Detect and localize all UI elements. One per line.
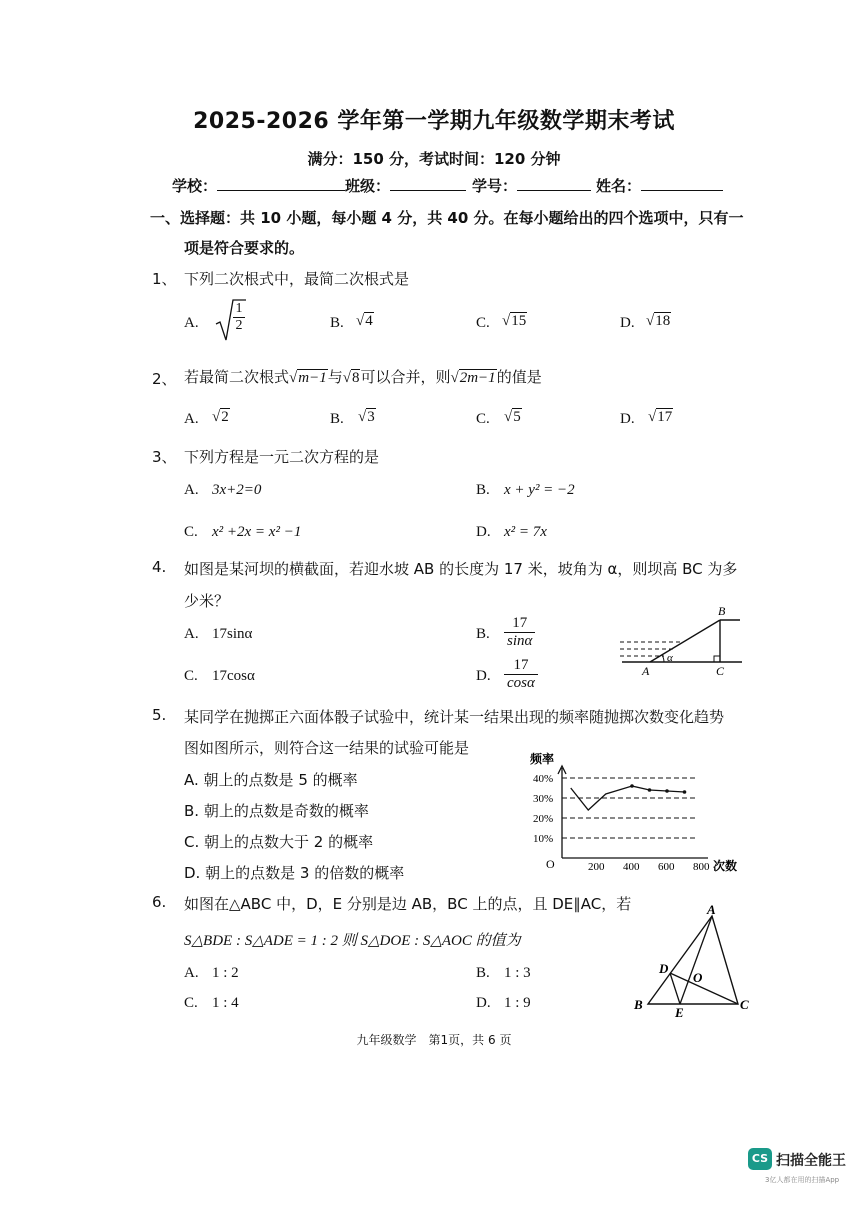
- chart-y-tick-label: 40%: [533, 773, 554, 785]
- q3-option-a-label: A.: [184, 482, 199, 498]
- q2-stem: 若最简二次根式√m−1与√8可以合并，则√2m−1的值是: [184, 368, 542, 386]
- q2-option-c: √5: [504, 409, 521, 425]
- q2-option-b-radicand: 3: [367, 409, 375, 425]
- q4-option-b-numerator: 17: [504, 615, 535, 633]
- school-blank: [217, 175, 345, 191]
- q6-label-d: D: [659, 961, 669, 976]
- q2-number: 2、: [152, 370, 177, 388]
- q2-option-c-label: C.: [476, 411, 490, 427]
- q5-option-b: [184, 800, 369, 821]
- q2-option-b-label: B.: [330, 411, 344, 427]
- chart-point: [648, 788, 652, 792]
- q6-segment-ae: [680, 916, 712, 1004]
- q3-option-a: 3x+2=0: [212, 482, 262, 498]
- q1-option-b-label: B.: [330, 315, 344, 331]
- q6-option-b-label: B.: [476, 965, 490, 981]
- q6-label-c: C: [740, 997, 749, 1012]
- q4-option-a-label: A.: [184, 626, 199, 642]
- exam-title: 2025-2026 学年第一学期九年级数学期末考试: [193, 109, 675, 134]
- q6-option-a: 1 : 2: [212, 965, 239, 981]
- q3-stem: 下列方程是一元二次方程的是: [184, 448, 380, 466]
- name-blank: [641, 175, 723, 191]
- q3-option-c-label: C.: [184, 524, 198, 540]
- school-label: 学校：: [172, 177, 218, 195]
- q2-option-d-label: D.: [620, 411, 635, 427]
- q1-option-d-label: D.: [620, 315, 635, 331]
- q2-option-a-label: A.: [184, 411, 199, 427]
- q5-option-a-label: A.: [184, 771, 199, 789]
- q6-option-b: 1 : 3: [504, 965, 531, 981]
- q2-radical-2: 8: [351, 370, 360, 386]
- chart-y-tick-label: 30%: [533, 793, 554, 805]
- q5-option-c-label: C.: [184, 833, 200, 851]
- q1-option-b: √4: [356, 313, 373, 329]
- q2-option-a: √2: [212, 409, 229, 425]
- q1-option-d-radicand: 18: [655, 313, 671, 329]
- q3-option-b-label: B.: [476, 482, 490, 498]
- camscanner-logo: CS: [748, 1148, 772, 1170]
- chart-x-tick-label: 800: [693, 861, 710, 873]
- q5-option-d-text: 朝上的点数是 3 的倍数的概率: [205, 864, 405, 882]
- q6-segment-dc: [670, 973, 738, 1004]
- q2-stem-part3: 可以合并，则: [360, 368, 451, 386]
- q6-triangle-abc: [648, 916, 738, 1004]
- q5-stem-line1: 某同学在抛掷正六面体骰子试验中，统计某一结果出现的频率随抛掷次数变化趋势: [184, 708, 725, 726]
- page-footer: 九年级数学 第1页，共 6 页: [356, 1033, 512, 1047]
- q5-option-b-label: B.: [184, 802, 200, 820]
- section-heading-line2: 项是符合要求的。: [184, 239, 305, 257]
- chart-xlabel: 次数: [713, 859, 738, 873]
- q1-option-c: √15: [502, 313, 527, 329]
- exam-subtitle: 满分：150 分，考试时间：120 分钟: [307, 150, 561, 168]
- q1-option-a-label: A.: [184, 315, 199, 331]
- school-field: [172, 175, 345, 196]
- q4-label-a: A: [642, 664, 650, 678]
- chart-y-tick-label: 20%: [533, 813, 554, 825]
- q2-option-c-radicand: 5: [513, 409, 521, 425]
- q4-option-a: 17sinα: [212, 626, 253, 642]
- q4-option-b-denominator: sinα: [507, 633, 533, 649]
- section-heading-line1: 一、选择题：共 10 小题，每小题 4 分，共 40 分。在每小题给出的四个选项中，只有一: [150, 209, 744, 227]
- id-field: [472, 175, 591, 196]
- q4-option-b: [504, 615, 535, 650]
- q2-stem-part1: 若最简二次根式: [184, 368, 290, 386]
- q4-stem-line2: 少米？: [184, 592, 230, 610]
- chart-x-tick-label: 400: [623, 861, 640, 873]
- name-label: 姓名：: [596, 177, 642, 195]
- q3-option-b: x + y² = −2: [504, 482, 575, 498]
- q3-option-d-label: D.: [476, 524, 491, 540]
- q6-condition: S△BDE : S△ADE = 1 : 2 则 S△DOE : S△AOC 的值为: [184, 933, 521, 949]
- q1-number: 1、: [152, 270, 177, 288]
- q6-number: 6.: [152, 893, 167, 911]
- id-blank: [517, 175, 591, 191]
- q4-label-c: C: [716, 664, 725, 678]
- q4-option-d-denominator: cosα: [507, 675, 535, 691]
- q2-option-a-radicand: 2: [221, 409, 229, 425]
- q4-label-b: B: [718, 604, 726, 618]
- q2-radical-1: m−1: [298, 370, 327, 386]
- chart-x-tick-label: 600: [658, 861, 675, 873]
- q1-option-a-numerator: 1: [233, 301, 245, 318]
- chart-point: [683, 790, 687, 794]
- q1-option-a: [214, 298, 248, 348]
- q3-option-d: x² = 7x: [504, 524, 547, 540]
- camscanner-tagline: 3亿人都在用的扫描App: [765, 1176, 840, 1184]
- q5-option-d: [184, 862, 404, 883]
- q1-option-d: √18: [646, 313, 671, 329]
- q6-triangle-figure: [626, 902, 766, 1018]
- q5-option-a: [184, 769, 358, 790]
- q6-option-d: 1 : 9: [504, 995, 531, 1011]
- chart-point: [665, 789, 669, 793]
- q4-option-c-label: C.: [184, 668, 198, 684]
- q5-stem-line2: 图如图所示，则符合这一结果的试验可能是: [184, 739, 470, 757]
- q6-option-a-label: A.: [184, 965, 199, 981]
- q6-label-b: B: [634, 997, 643, 1012]
- q2-option-d-radicand: 17: [657, 409, 673, 425]
- q3-option-c: x² +2x = x² −1: [212, 524, 302, 540]
- q6-segment-de: [670, 973, 680, 1004]
- q5-option-d-label: D.: [184, 864, 201, 882]
- q1-stem: 下列二次根式中，最简二次根式是: [184, 270, 410, 288]
- q4-number: 4.: [152, 558, 167, 576]
- q2-radical-3: 2m−1: [459, 370, 496, 386]
- q4-slope-ab: [650, 620, 720, 662]
- q2-option-b: √3: [358, 409, 375, 425]
- chart-y-tick-label: 10%: [533, 833, 554, 845]
- q6-label-e: E: [675, 1005, 684, 1018]
- q5-frequency-chart: [520, 748, 750, 876]
- q2-stem-part2: 与: [327, 368, 343, 386]
- q5-option-b-text: 朝上的点数是奇数的概率: [203, 802, 369, 820]
- q5-option-c: [184, 831, 373, 852]
- q4-option-d-label: D.: [476, 668, 491, 684]
- q6-stem-line1: 如图在△ABC 中，D，E 分别是边 AB，BC 上的点，且 DE∥AC，若: [184, 895, 632, 913]
- q2-option-d: √17: [648, 409, 673, 425]
- q5-option-a-text: 朝上的点数是 5 的概率: [203, 771, 358, 789]
- q4-option-b-label: B.: [476, 626, 490, 642]
- q6-option-d-label: D.: [476, 995, 491, 1011]
- q1-option-c-radicand: 15: [511, 313, 527, 329]
- q6-option-c-label: C.: [184, 995, 198, 1011]
- class-label: 班级：: [345, 177, 391, 195]
- class-field: [345, 175, 466, 196]
- q4-label-alpha: α: [667, 652, 673, 664]
- chart-ylabel: 频率: [530, 752, 555, 766]
- q6-label-a: A: [707, 902, 716, 917]
- q1-option-c-label: C.: [476, 315, 490, 331]
- class-blank: [390, 175, 466, 191]
- q5-number: 5.: [152, 706, 167, 724]
- q4-dam-figure: [612, 604, 762, 678]
- q4-right-angle-mark: [714, 656, 720, 662]
- q3-number: 3、: [152, 448, 177, 466]
- chart-x-tick-label: 200: [588, 861, 605, 873]
- id-label: 学号：: [472, 177, 518, 195]
- q2-stem-part4: 的值是: [496, 368, 542, 386]
- q4-stem-line1: 如图是某河坝的横截面，若迎水坡 AB 的长度为 17 米，坡角为 α，则坝高 BC 为多: [184, 560, 738, 578]
- name-field: [596, 175, 723, 196]
- q1-option-b-radicand: 4: [365, 313, 373, 329]
- camscanner-name: 扫描全能王: [776, 1153, 846, 1169]
- chart-point: [630, 784, 634, 788]
- q4-option-d-numerator: 17: [504, 657, 538, 675]
- q1-option-a-denominator: 2: [235, 318, 243, 333]
- q6-option-c: 1 : 4: [212, 995, 239, 1011]
- q5-option-c-text: 朝上的点数大于 2 的概率: [204, 833, 374, 851]
- q4-option-c: 17cosα: [212, 668, 255, 684]
- q4-option-d: [504, 657, 538, 692]
- chart-origin-label: O: [546, 857, 555, 871]
- q6-label-o: O: [693, 970, 703, 985]
